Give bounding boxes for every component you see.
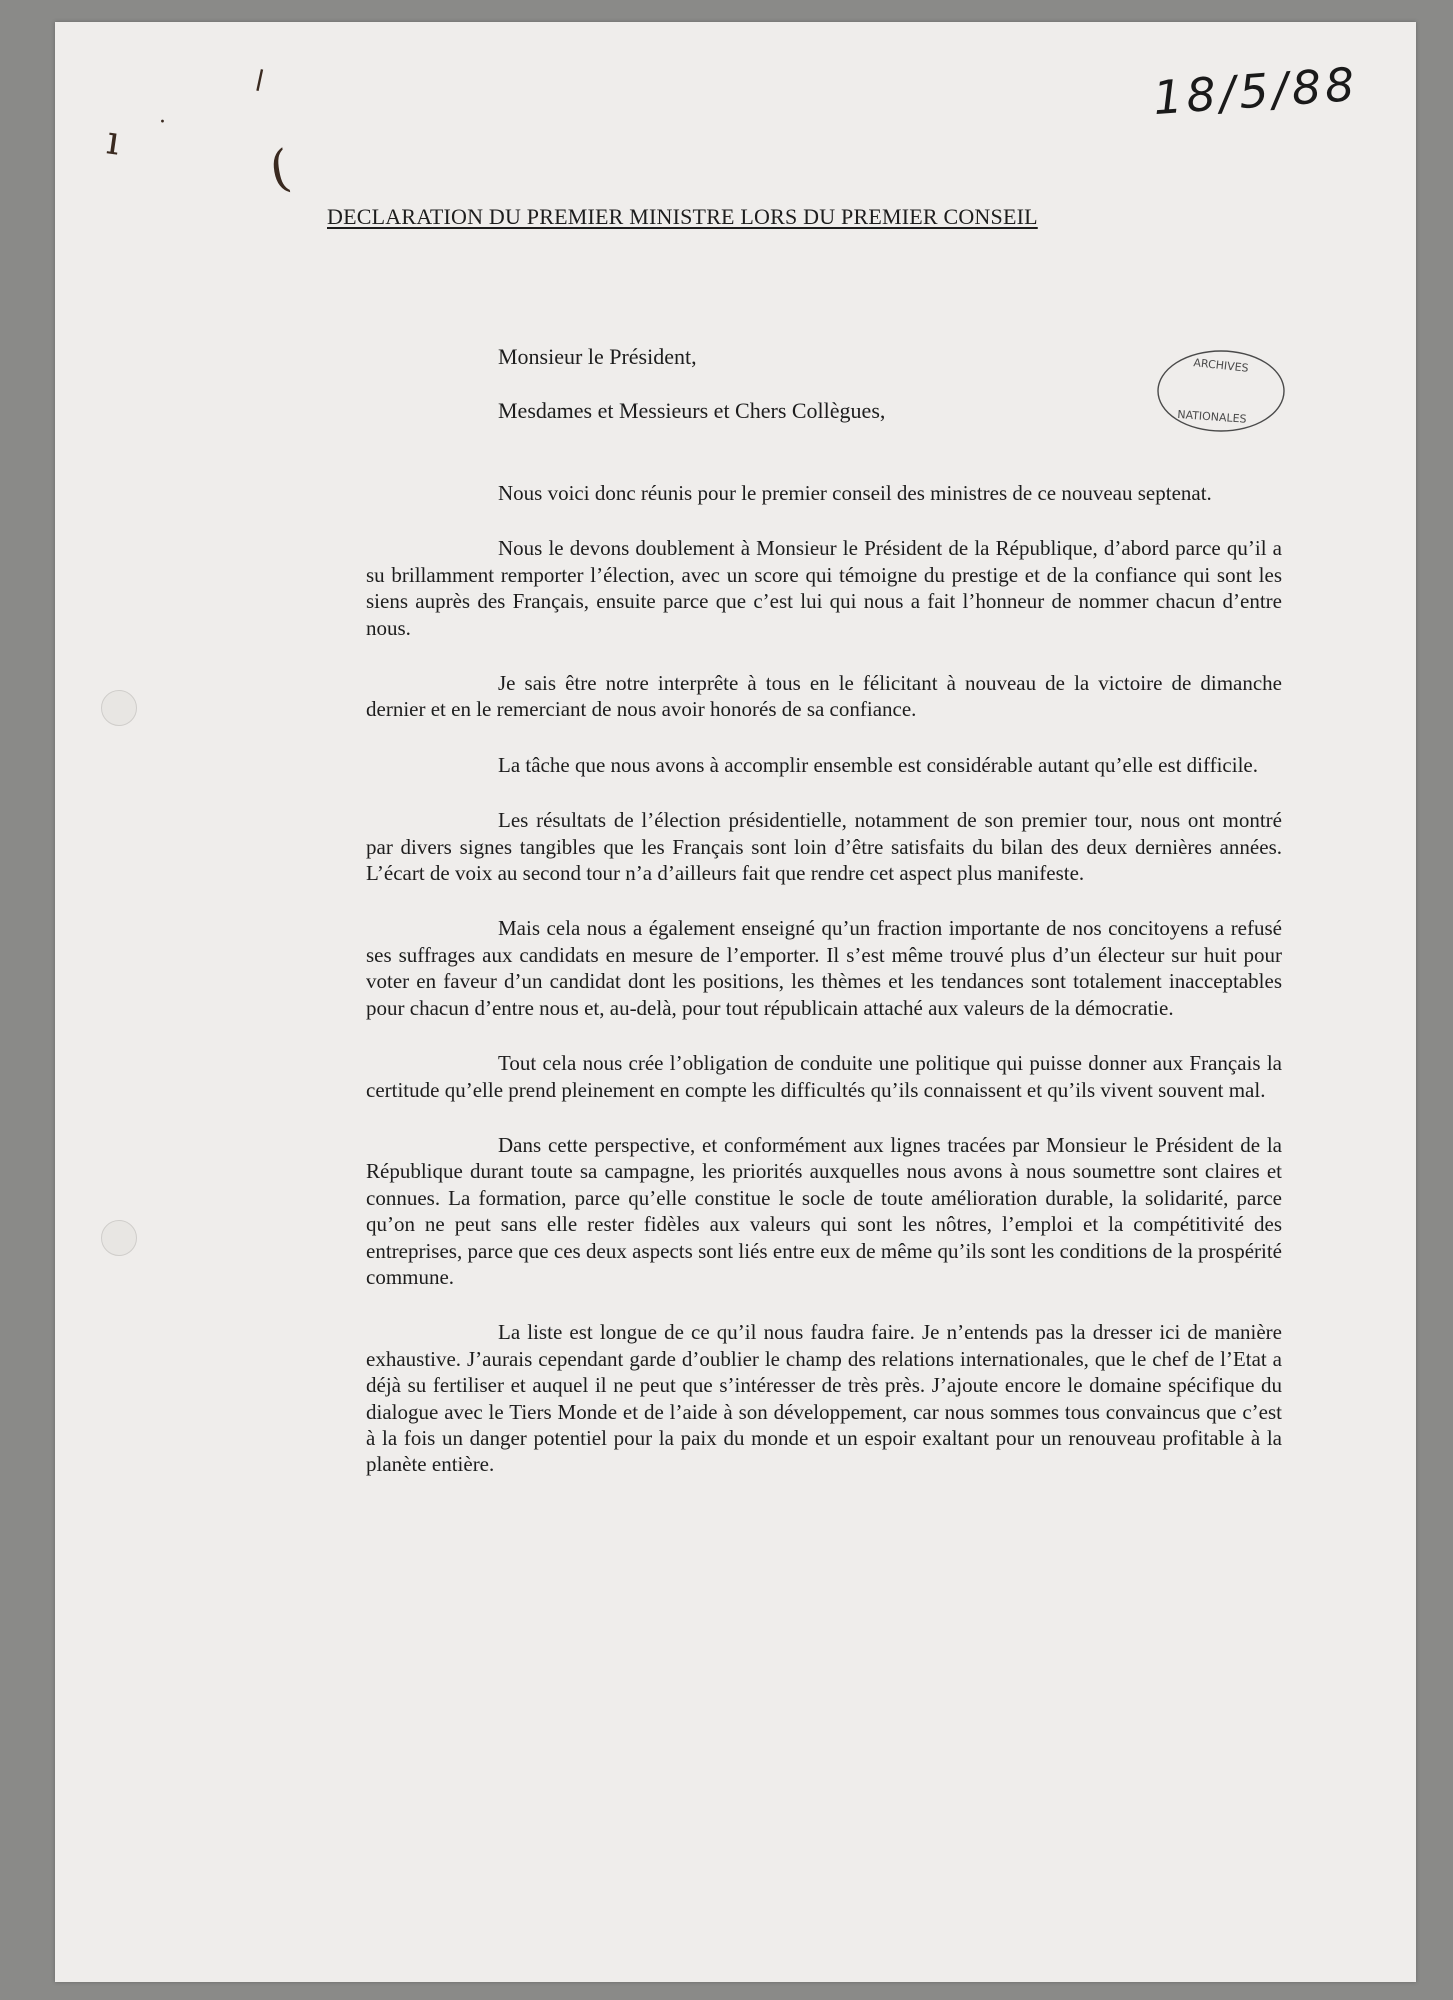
punch-hole-upper [101,690,137,726]
margin-mark-3: ǀ [251,63,268,100]
stamp-top-text: ARCHIVES [1192,356,1250,375]
margin-mark-4: ( [265,138,295,200]
punch-hole-lower [101,1220,137,1256]
document-page [55,22,1416,1982]
document-title: DECLARATION DU PREMIER MINISTRE LORS DU PREMIER CONSEIL [327,204,1038,229]
paragraph: Nous le devons doublement à Monsieur le Président de la République, d’abord parce qu’il a su brillamment remporter l’élection, avec un score qui témoigne du prestige et de la confiance qui sont les siens auprès des Français, ensuite parce que c’est lui qui nous a fait l’honneur de nommer chacun d’entre nous. [366,536,1282,640]
paragraph: La liste est longue de ce qu’il nous faudra faire. Je n’entends pas la dresser ici de manière exhaustive. J’aurais cependant garde d’oublier le champ des relations internationales, que le chef de l’Etat a déjà su fertiliser et auquel il ne peut que s’intéresser de très près. J’ajoute encore le domaine spécifique du dialogue avec le Tiers Monde et de l’aide à son développement, car nous sommes tous convaincus que c’est à la fois un danger potentiel pour la paix du monde et un espoir exaltant pour un renouveau profitable à la planète entière. [366,1320,1282,1477]
document-body [366,480,1282,1507]
handwritten-date: 18/5/88 [1151,56,1360,126]
stamp-bottom-text: NATIONALES [1176,407,1247,426]
paragraph: Dans cette perspective, et conformément aux lignes tracées par Monsieur le Président de la République durant toute sa campagne, les priorités auxquelles nous avons à nous soumettre sont claires et connues. La formation, parce qu’elle constitue le socle de toute amélioration durable, la solidarité, parce qu’on ne peut sans elle rester fidèles aux valeurs qui sont les nôtres, l’emploi et la compétitivité des entreprises, parce que ces deux aspects sont liés entre eux de même qu’ils sont les conditions de la prospérité commune. [366,1132,1282,1289]
margin-mark-1: ı [103,117,123,165]
archives-nationales-stamp [1155,347,1287,435]
paragraph: Tout cela nous crée l’obligation de conduite une politique qui puisse donner aux Français la certitude qu’elle prend pleinement en compte les difficultés qu’ils connaissent et qu’ils vivent souvent mal. [366,1051,1282,1102]
paragraph: Je sais être notre interprête à tous en le félicitant à nouveau de la victoire de dimanche dernier et en le remerciant de nous avoir honorés de sa confiance. [366,671,1282,722]
salutation-colleagues: Mesdames et Messieurs et Chers Collègues, [498,398,886,423]
salutation-president: Monsieur le Président, [498,344,697,369]
paragraph: Nous voici donc réunis pour le premier conseil des ministres de ce nouveau septenat. [498,481,1212,505]
paragraph: Les résultats de l’élection présidentielle, notamment de son premier tour, nous ont montré par divers signes tangibles que les Français sont loin d’être satisfaits du bilan des deux dernières années. L’écart de voix au second tour n’a d’ailleurs fait que rendre cet aspect plus manifeste. [366,808,1282,886]
margin-mark-2: · [159,110,166,135]
paragraph: La tâche que nous avons à accomplir ensemble est considérable autant qu’elle est difficile. [498,752,1258,777]
paragraph: Mais cela nous a également enseigné qu’un fraction importante de nos concitoyens a refusé ses suffrages aux candidats en mesure de l’emporter. Il s’est même trouvé plus d’un électeur sur huit pour voter en faveur d’un candidat dont les positions, les thèmes et les tendances sont totalement inacceptables pour chacun d’entre nous et, au-delà, pour tout républicain attaché aux valeurs de la démocratie. [366,916,1282,1020]
